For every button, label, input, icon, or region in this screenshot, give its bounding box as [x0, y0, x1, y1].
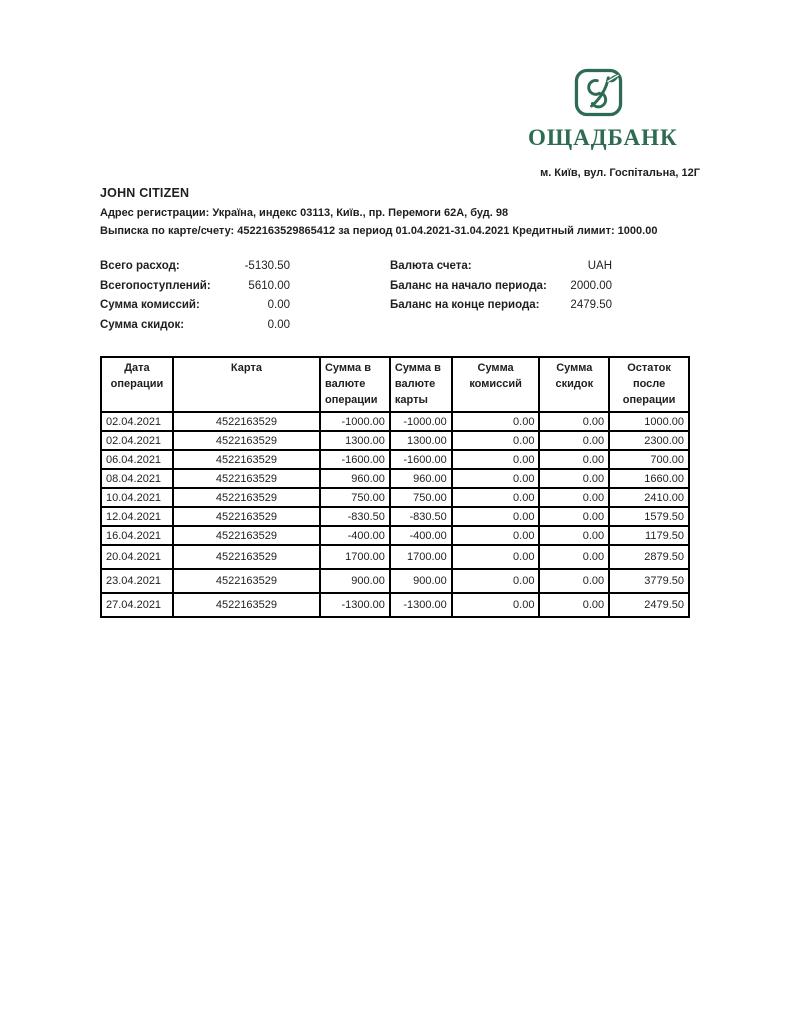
table-cell: 900.00	[320, 569, 390, 593]
summary-row-total-fees	[100, 296, 290, 316]
table-cell: 2300.00	[609, 431, 689, 450]
table-header-cell: Сумма в валюте операции	[320, 357, 390, 412]
table-cell: 960.00	[320, 469, 390, 488]
table-cell: 0.00	[539, 450, 609, 469]
table-cell: 4522163529	[173, 526, 320, 545]
table-row	[101, 545, 689, 569]
summary-row-total-discounts	[100, 316, 290, 336]
table-cell: 0.00	[539, 469, 609, 488]
table-cell: 0.00	[452, 545, 540, 569]
table-cell: 4522163529	[173, 412, 320, 431]
table-cell: 0.00	[539, 412, 609, 431]
table-cell: 2479.50	[609, 593, 689, 617]
table-cell: -400.00	[390, 526, 452, 545]
table-cell: 4522163529	[173, 545, 320, 569]
table-row	[101, 431, 689, 450]
summary-label: Баланс на начало периода:	[390, 279, 547, 292]
table-cell: 700.00	[609, 450, 689, 469]
table-cell: 0.00	[539, 545, 609, 569]
table-header-cell: Сумма в валюте карты	[390, 357, 452, 412]
summary-right-column	[390, 257, 612, 316]
summary-value: UAH	[587, 260, 612, 272]
table-row	[101, 450, 689, 469]
table-header-cell: Сумма комиссий	[452, 357, 540, 412]
table-cell: 0.00	[539, 431, 609, 450]
table-cell: 0.00	[452, 412, 540, 431]
table-cell: 1660.00	[609, 469, 689, 488]
bank-wordmark: ОЩАДБАНК	[528, 125, 678, 150]
summary-label: Всегопоступлений:	[100, 279, 211, 292]
summary-label: Баланс на конце периода:	[390, 299, 540, 311]
table-cell: 1300.00	[320, 431, 390, 450]
table-cell: -1000.00	[320, 412, 390, 431]
table-cell: 1179.50	[609, 526, 689, 545]
table-cell: 02.04.2021	[101, 431, 173, 450]
table-cell: 0.00	[452, 569, 540, 593]
table-cell: 0.00	[452, 469, 540, 488]
summary-value: 5610.00	[248, 279, 290, 292]
table-row	[101, 507, 689, 526]
table-cell: 0.00	[452, 431, 540, 450]
summary-section	[100, 257, 612, 341]
table-cell: 960.00	[390, 469, 452, 488]
table-cell: -1000.00	[390, 412, 452, 431]
summary-value: 2000.00	[570, 279, 612, 292]
summary-value: 0.00	[267, 318, 290, 331]
table-header-cell: Сумма скидок	[539, 357, 609, 412]
table-cell: 20.04.2021	[101, 545, 173, 569]
table-row	[101, 526, 689, 545]
table-cell: 1579.50	[609, 507, 689, 526]
table-cell: 900.00	[390, 569, 452, 593]
table-cell: 4522163529	[173, 450, 320, 469]
table-cell: 27.04.2021	[101, 593, 173, 617]
registration-address: Адрес регистрации: Україна, индекс 03113, Київ., пр. Перемоги 62А, буд. 98	[100, 207, 509, 219]
transactions-body	[101, 412, 689, 617]
table-row	[101, 412, 689, 431]
table-cell: 4522163529	[173, 569, 320, 593]
table-cell: 0.00	[539, 593, 609, 617]
summary-label: Сумма скидок:	[100, 318, 185, 331]
table-cell: 4522163529	[173, 507, 320, 526]
summary-row-total-spent	[100, 257, 290, 277]
table-cell: 08.04.2021	[101, 469, 173, 488]
summary-left-column	[100, 257, 290, 335]
table-row	[101, 569, 689, 593]
summary-row-closing-balance	[390, 296, 612, 316]
table-cell: 4522163529	[173, 488, 320, 507]
table-cell: 23.04.2021	[101, 569, 173, 593]
statement-info-line: Выписка по карте/счету: 4522163529865412 за период 01.04.2021-31.04.2021 Кредитный лимит: 1000.00	[100, 225, 658, 237]
table-cell: 16.04.2021	[101, 526, 173, 545]
table-header-cell: Остаток после операции	[609, 357, 689, 412]
table-cell: -1600.00	[320, 450, 390, 469]
table-row	[101, 469, 689, 488]
table-cell: 0.00	[539, 569, 609, 593]
table-cell: 3779.50	[609, 569, 689, 593]
table-cell: 1300.00	[390, 431, 452, 450]
table-cell: -830.50	[320, 507, 390, 526]
table-cell: -1600.00	[390, 450, 452, 469]
table-cell: 0.00	[539, 526, 609, 545]
table-cell: 10.04.2021	[101, 488, 173, 507]
table-cell: 1700.00	[390, 545, 452, 569]
summary-row-total-received	[100, 277, 290, 297]
table-cell: 4522163529	[173, 593, 320, 617]
summary-label: Валюта счета:	[390, 260, 472, 272]
summary-label: Всего расход:	[100, 260, 180, 272]
bank-brand-block	[528, 68, 678, 151]
table-cell: 0.00	[452, 488, 540, 507]
table-cell: 750.00	[390, 488, 452, 507]
table-cell: 0.00	[452, 526, 540, 545]
table-cell: 1000.00	[609, 412, 689, 431]
table-row	[101, 488, 689, 507]
table-cell: 4522163529	[173, 469, 320, 488]
table-header-row	[101, 357, 689, 412]
table-cell: 4522163529	[173, 431, 320, 450]
table-cell: -1300.00	[320, 593, 390, 617]
table-cell: 750.00	[320, 488, 390, 507]
table-cell: 0.00	[539, 507, 609, 526]
table-cell: -1300.00	[390, 593, 452, 617]
table-cell: 12.04.2021	[101, 507, 173, 526]
table-cell: 1700.00	[320, 545, 390, 569]
table-row	[101, 593, 689, 617]
bank-hq-address: м. Київ, вул. Госпітальна, 12Г	[540, 167, 700, 179]
table-header-cell: Дата операции	[101, 357, 173, 412]
table-cell: 2879.50	[609, 545, 689, 569]
transactions-table	[100, 356, 690, 618]
summary-value: 0.00	[267, 299, 290, 311]
table-header-cell: Карта	[173, 357, 320, 412]
table-cell: 02.04.2021	[101, 412, 173, 431]
table-cell: 0.00	[452, 593, 540, 617]
table-cell: 2410.00	[609, 488, 689, 507]
summary-row-opening-balance	[390, 277, 612, 297]
customer-name: JOHN CITIZEN	[100, 186, 190, 200]
oschadbank-logo-icon	[574, 68, 623, 117]
summary-value: -5130.50	[244, 260, 290, 272]
table-cell: 0.00	[452, 450, 540, 469]
summary-label: Сумма комиссий:	[100, 299, 200, 311]
table-cell: 0.00	[452, 507, 540, 526]
table-cell: -400.00	[320, 526, 390, 545]
summary-value: 2479.50	[570, 299, 612, 311]
table-cell: 0.00	[539, 488, 609, 507]
summary-row-account-currency	[390, 257, 612, 277]
table-cell: -830.50	[390, 507, 452, 526]
table-cell: 06.04.2021	[101, 450, 173, 469]
